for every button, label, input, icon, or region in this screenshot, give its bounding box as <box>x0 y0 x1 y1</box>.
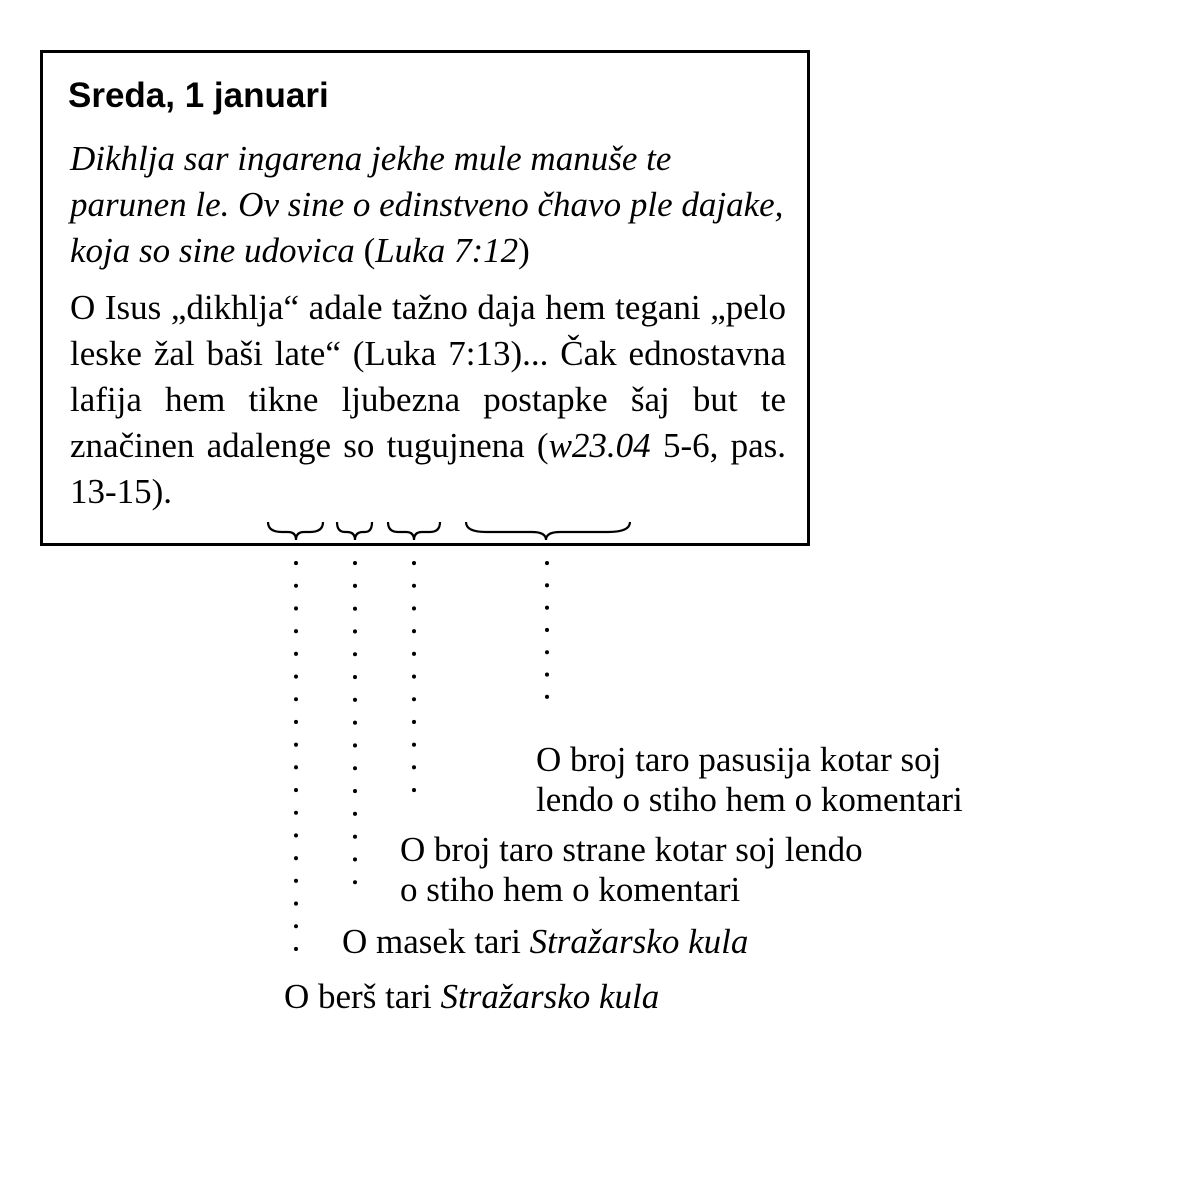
reference-separator: , <box>709 426 731 465</box>
callout-paragraph-line1: O broj taro pasusija kotar soj <box>536 740 942 779</box>
callout-page-line2: o stiho hem o komentari <box>400 870 741 909</box>
callout-paragraph <box>536 740 963 820</box>
brace-paragraph <box>466 522 630 540</box>
callout-month <box>342 922 748 962</box>
scripture-open-paren: ( <box>363 231 376 270</box>
callout-year-publication: Stražarsko kula <box>440 977 660 1016</box>
date-heading: Sreda, 1 januari <box>68 76 329 115</box>
callout-month-prefix: O masek tari <box>342 922 530 961</box>
brace-page <box>388 522 440 540</box>
callout-year-prefix: O berš tari <box>284 977 441 1016</box>
callout-month-publication: Stražarsko kula <box>529 922 749 961</box>
scripture-body: Dikhlja sar ingarena jekhe mule manuše te parunen le. Ov sine o edinstveno čhavo ple dajake, koja so sine udovica <box>70 139 784 270</box>
reference-end: ). <box>151 472 173 511</box>
scripture-close-paren: ) <box>518 231 530 270</box>
callout-paragraph-line2: lendo o stiho hem o komentari <box>536 780 963 819</box>
callout-page <box>400 830 863 910</box>
brace-month <box>337 522 372 540</box>
page-range: 5-6 <box>662 426 710 465</box>
scripture-reference: Luka 7:12 <box>375 231 519 270</box>
brace-year <box>268 522 323 540</box>
paragraph-range: pas. 13-15 <box>70 426 787 511</box>
commentary-body: O Isus „dikhlja“ adale tažno daja hem tegani „pelo leske žal baši late“ (Luka 7:13)... Čak ednostavna lafija hem tikne ljubezna postapke šaj but te značinen adalenge so tugujnena ( <box>70 288 786 465</box>
callout-year <box>284 977 659 1017</box>
publication-code: w23.04 <box>548 426 651 465</box>
callout-page-line1: O broj taro strane kotar soj lendo <box>400 830 863 869</box>
